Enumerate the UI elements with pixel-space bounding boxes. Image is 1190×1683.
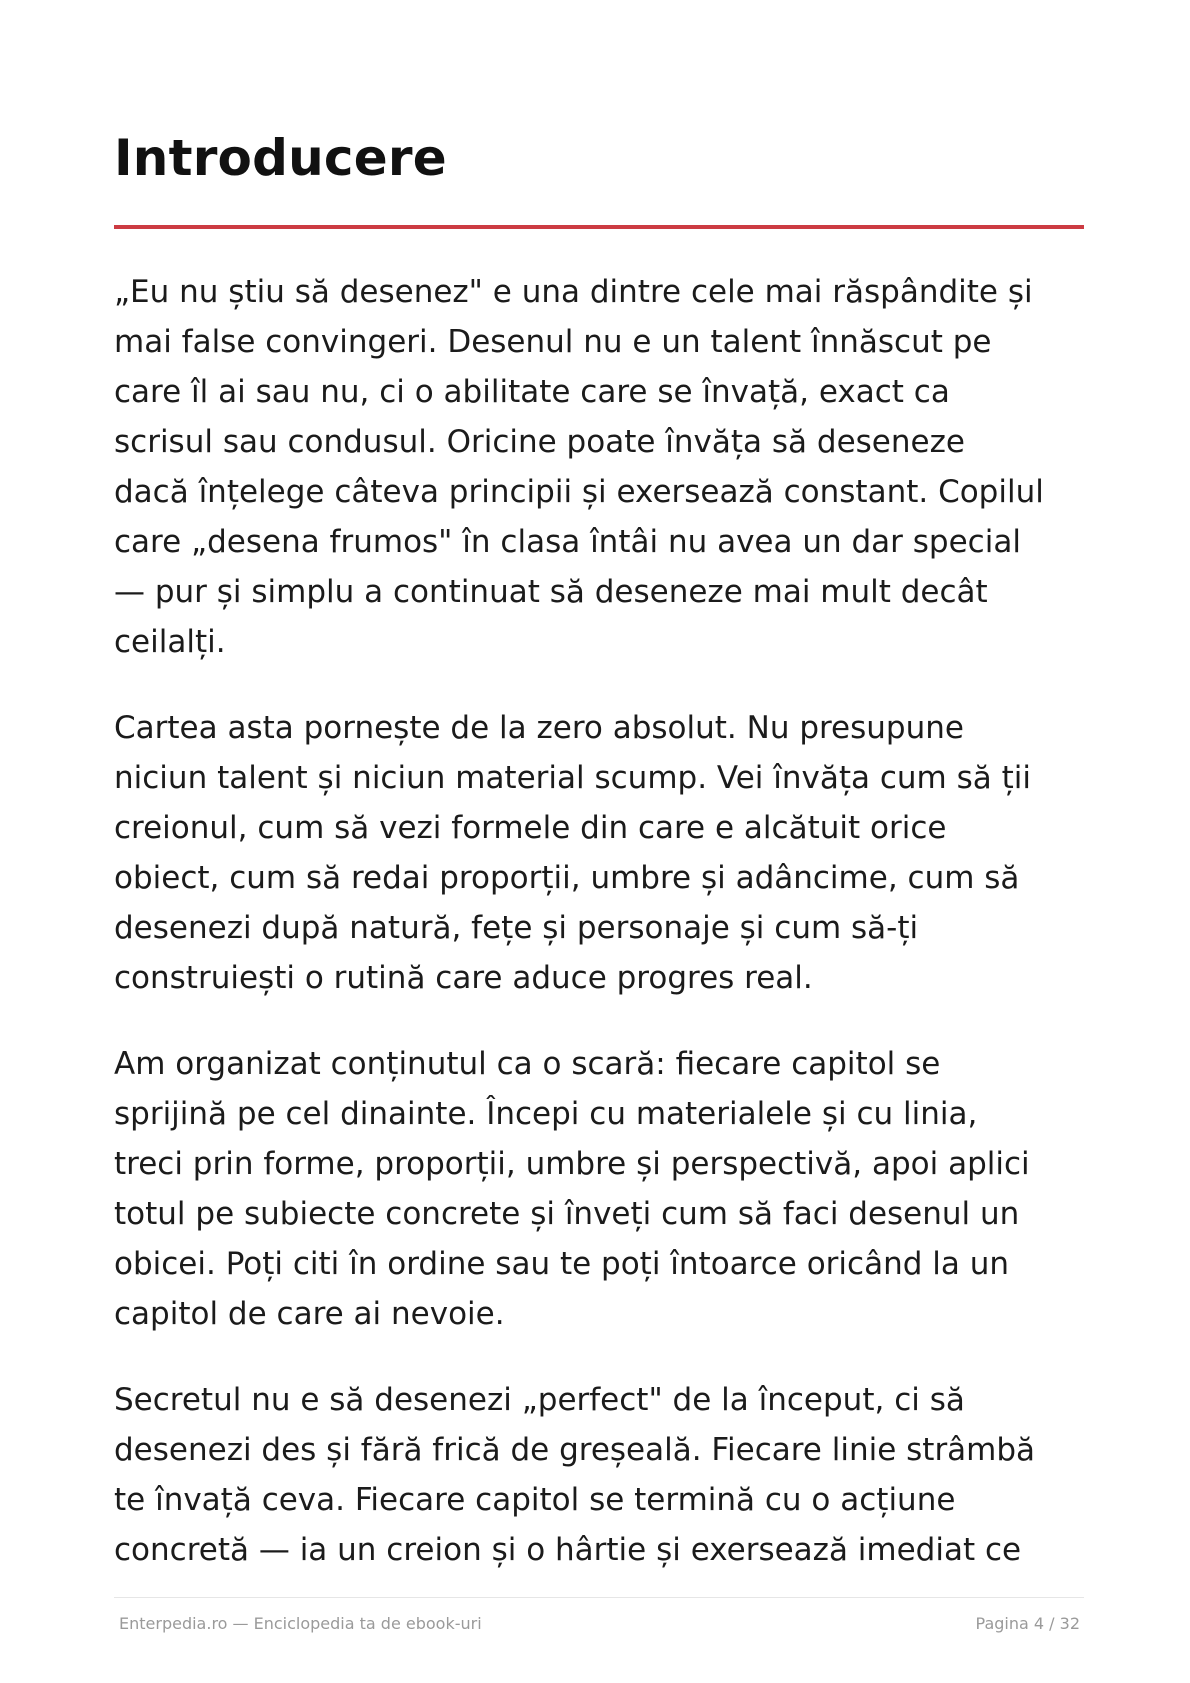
text-line: concretă — ia un creion și o hârtie și exersează imediat ce [114,1532,1022,1568]
text-line: Am organizat conținutul ca o scară: fiecare capitol se [114,1046,941,1082]
text-line: mai false convingeri. Desenul nu e un talent înnăscut pe [114,324,992,360]
page-number: Pagina 4 / 32 [975,1614,1080,1633]
text-line: ceilalți. [114,624,226,660]
text-line: „Eu nu știu să desenez" e una dintre cele mai răspândite și [114,274,1033,310]
paragraph [114,267,1090,667]
text-line: — pur și simplu a continuat să deseneze mai mult decât [114,574,988,610]
chapter-title: Introducere [114,129,447,187]
text-line: desenezi după natură, fețe și personaje și cum să-ți [114,910,919,946]
text-line: care „desena frumos" în clasa întâi nu avea un dar special [114,524,1021,560]
text-line: sprijină pe cel dinainte. Începi cu materialele și cu linia, [114,1096,978,1132]
text-line: Secretul nu e să desenezi „perfect" de la început, ci să [114,1382,965,1418]
text-line: Cartea asta pornește de la zero absolut. Nu presupune [114,710,964,746]
text-line: niciun talent și niciun material scump. Vei învăța cum să ții [114,760,1031,796]
text-line: obiect, cum să redai proporții, umbre și adâncime, cum să [114,860,1020,896]
text-line: treci prin forme, proporții, umbre și perspectivă, apoi aplici [114,1146,1030,1182]
footer-source: Enterpedia.ro — Enciclopedia ta de ebook-uri [119,1614,482,1633]
text-line: scrisul sau condusul. Oricine poate învăța să deseneze [114,424,965,460]
text-line: capitol de care ai nevoie. [114,1296,505,1332]
text-line: construiești o rutină care aduce progres real. [114,960,813,996]
body-text [114,267,1090,1611]
paragraph [114,1039,1090,1339]
footer-divider [114,1597,1084,1598]
text-line: care îl ai sau nu, ci o abilitate care se învață, exact ca [114,374,950,410]
text-line: desenezi des și fără frică de greșeală. Fiecare linie strâmbă [114,1432,1036,1468]
text-line: creionul, cum să vezi formele din care e alcătuit orice [114,810,947,846]
title-divider [114,225,1084,229]
text-line: te învață ceva. Fiecare capitol se termină cu o acțiune [114,1482,956,1518]
text-line: dacă înțelege câteva principii și exersează constant. Copilul [114,474,1044,510]
text-line: obicei. Poți citi în ordine sau te poți întoarce oricând la un [114,1246,1010,1282]
paragraph [114,703,1090,1003]
paragraph [114,1375,1090,1575]
text-line: totul pe subiecte concrete și înveți cum să faci desenul un [114,1196,1020,1232]
